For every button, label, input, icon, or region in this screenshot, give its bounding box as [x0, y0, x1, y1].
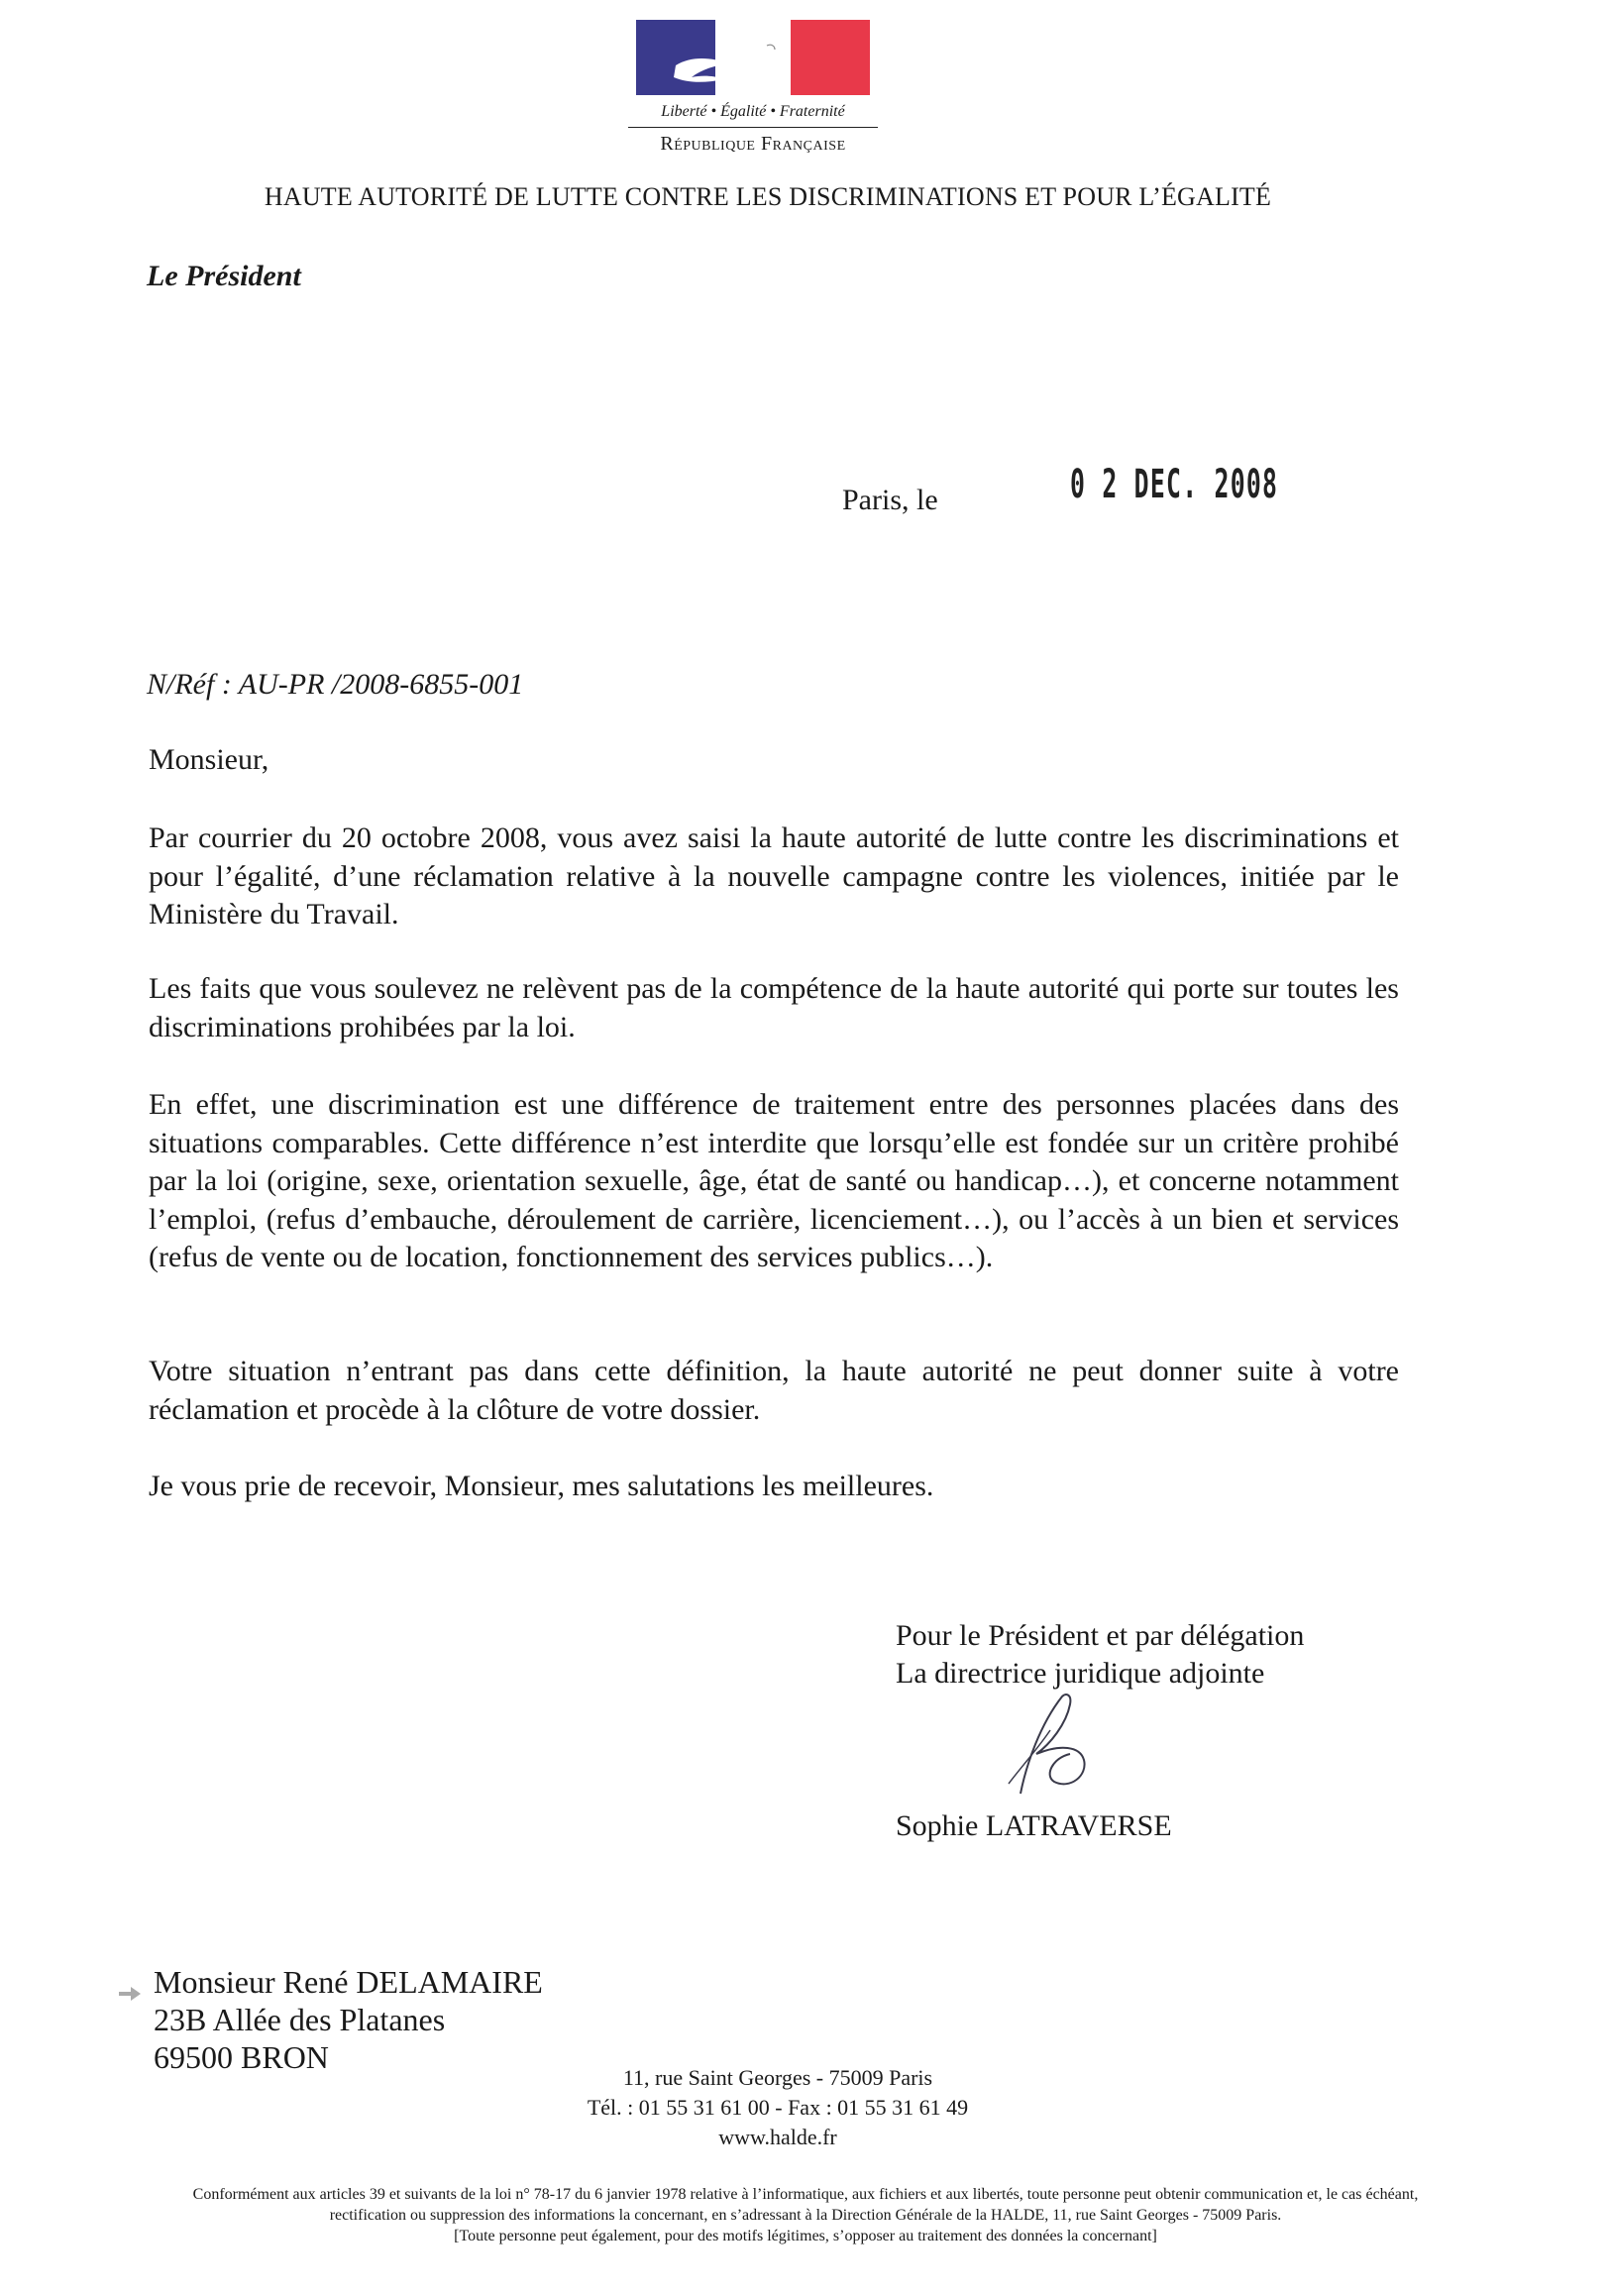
contact-website: www.halde.fr	[718, 2125, 837, 2149]
contact-phone: Tél. : 01 55 31 61 00 - Fax : 01 55 31 61 49	[587, 2095, 969, 2120]
legal-notice-line: [Toute personne peut également, pour des motifs légitimes, s’opposer au traitement des données la concernant]	[454, 2228, 1157, 2244]
marianne-logo-icon	[636, 20, 870, 95]
scan-mark-icon	[117, 1984, 143, 2004]
motto: Liberté • Égalité • Fraternité	[661, 103, 845, 120]
dateline-place: Paris, le	[842, 484, 938, 516]
salutation: Monsieur,	[149, 743, 269, 776]
signature-delegation: Pour le Président et par délégation	[896, 1619, 1305, 1652]
recipient-name: Monsieur René DELAMAIRE	[154, 1964, 543, 2000]
legal-notice-line: Conformément aux articles 39 et suivants de la loi n° 78-17 du 6 janvier 1978 relative à l’informatique, aux fichiers et aux libertés, toute personne peut obtenir communication et, le cas échéant,	[192, 2186, 1419, 2203]
sender-title: Le Président	[147, 260, 301, 292]
republic-name: République Française	[660, 133, 846, 155]
body-paragraph: Les faits que vous soulevez ne relèvent pas de la compétence de la haute autorité qui porte sur toutes les discriminations prohibées par la loi.	[149, 972, 1399, 1043]
reference-number: N/Réf : AU-PR /2008-6855-001	[147, 668, 524, 701]
recipient-city: 69500 BRON	[154, 2039, 329, 2075]
body-paragraph: En effet, une discrimination est une différence de traitement entre des personnes placées dans des situations comparables. Cette différence n’est interdite que lorsqu’elle est fondée sur un critère prohibé par la loi (origine, sexe, orientation sexuelle, âge, état de santé ou handicap…), et concerne notamment l’emploi, (refus d’embauche, déroulement de carrière, licenciement…), ou l’accès à un bien et services (refus de vente ou de location, fonctionnement des services publics…).	[149, 1088, 1399, 1273]
closing-paragraph: Je vous prie de recevoir, Monsieur, mes salutations les meilleures.	[149, 1470, 934, 1502]
body-paragraph: Par courrier du 20 octobre 2008, vous avez saisi la haute autorité de lutte contre les discriminations et pour l’égalité, d’une réclamation relative à la nouvelle campagne contre les violences, initiée par le Ministère du Travail.	[149, 821, 1399, 930]
contact-address: 11, rue Saint Georges - 75009 Paris	[622, 2065, 933, 2090]
handwritten-signature-icon	[981, 1685, 1129, 1804]
body-paragraph: Votre situation n’entrant pas dans cette définition, la haute autorité ne peut donner suite à votre réclamation et procède à la clôture de votre dossier.	[149, 1355, 1399, 1426]
signature-role: La directrice juridique adjointe	[896, 1657, 1265, 1690]
date-stamp: 0 2 DEC. 2008	[1070, 462, 1279, 507]
authority-name: HAUTE AUTORITÉ DE LUTTE CONTRE LES DISCRIMINATIONS ET POUR L’ÉGALITÉ	[264, 182, 1272, 211]
signatory-name: Sophie LATRAVERSE	[896, 1809, 1172, 1842]
recipient-street: 23B Allée des Platanes	[154, 2002, 446, 2037]
legal-notice-line: rectification ou suppression des informations la concernant, en s’adressant à la Direction Générale de la HALDE, 11, rue Saint Georges - 75009 Paris.	[329, 2207, 1282, 2224]
motto-divider	[628, 127, 878, 128]
